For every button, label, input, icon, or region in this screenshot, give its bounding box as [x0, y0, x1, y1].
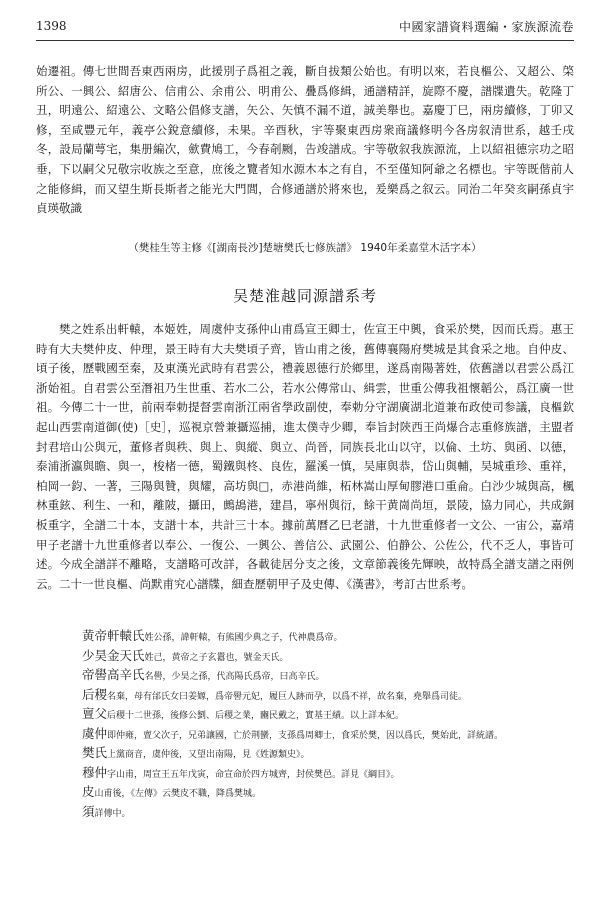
main-section [36, 320, 574, 594]
genealogy-entry [82, 762, 580, 782]
entry-name: 亶父 [82, 706, 108, 721]
entry-name: 虞仲 [82, 725, 108, 741]
entry-name: 穆仲 [82, 764, 108, 780]
entry-note: 名棄，母有邰氏女曰姜嫄，爲帝嚳元妃，履巨人跡而孕，以爲不祥，故名棄，堯舉爲司徒。 [107, 691, 468, 702]
entry-name: 皮 [82, 784, 95, 799]
entry-note: 詳傳中。 [94, 808, 131, 819]
main-paragraph: 樊之姓系出軒轅，本姬姓，周虞仲支孫仲山甫爲宣王卿士，佐宣王中興，食采於樊，因而氏焉。惠王時有大夫樊仲皮、仲理，景王時有大夫樊頃子齊，皆山甫之後，舊傳襄陽府樊城是其食采之地。自仲皮、頃子後，歷戰國至秦，及東漢光武時有君雲公，禮義恩德行於鄉里，遂爲南陽著姓，依舊譜以君雲公爲江浙始祖。自君雲公至潛祖乃生世重、若水二公，若水公傳常山、緝雲，世重公傳我祖懷韜公，爲江廣一世祖。今傳二十一世，前兩奉勅提督雲南浙江兩省學政副使，奉勅分守湖廣湖北道兼布政使司参議，良樞欽起山西雲南道御(使)［史］，巡視京營兼攝巡捕，進太僕寺少卿，奉旨封陝西王尚爆合志重修族譜，主盟者封君培山公與元，董修者與秩、與上、與縱、與立、尚晉，同族長北山以守，以倫、土坊、與函、以德，泰浦浙瀛與瞻、與一，梭楮一德，蜀鐵與柊、良佐，羅溪一慎，吴庫與恭，岱山與輔，吴城重珍、重祥，柏岡一鈞、一著，三陽與贊，與耀，高坊與□，赤港尚維，柘林嵩山厚甸膠港口重侖。白沙少城與高，楓林重鉉、利生、一和，離陂，攝田，鷓鴣港，建昌，寧州與衍，餘干黄崗尚垣，景陵，協力同心，共成銅板重字，全譜二十本，支譜十本，共計三十本。據前萬曆乙巳老譜，十九世重修者一文公、一宙公，嘉靖甲子老譜十九世重修者以奉公、一復公、一興公、善信公、武園公、伯静公、公佐公，代不乏人，事皆可述。今成全譜詳不離略，支譜略可改詳，各載徒居分支之後，文章節義後先輝映，故特爲全譜支譜之兩例云。二十一世良樞、尚默甫究心譜牒，細查歷朝甲子及史傳、《漢書》，考訂古世系考。 [36, 322, 574, 591]
entry-name: 黄帝軒轅氏 [82, 628, 145, 643]
entry-name: 帝嚳高辛氏 [82, 667, 145, 682]
entry-note: 姓公孫，諱軒轅，有熊國少典之子，代神農爲帝。 [144, 633, 343, 643]
genealogy-entry [82, 781, 580, 801]
genealogy-entry [82, 645, 580, 665]
source-citation: （樊桂生等主修《[湖南長沙]楚塘樊氏七修族譜》 1940年柔嘉堂木活字本） [128, 242, 482, 254]
entry-note: 山甫後，《左傳》云樊皮不職，降爲樊城。 [94, 789, 262, 799]
page-header [36, 16, 574, 41]
intro-section [36, 62, 574, 219]
entry-note: 后稷十二世孫，後修公劉、后稷之業，豳民戴之，實基王績。以上詳本紀。 [107, 711, 405, 721]
genealogy-entry [82, 684, 580, 704]
genealogy-entry [82, 801, 580, 821]
entry-note: 名嚳，少昊之孫，代高陽氏爲帝，曰高辛氏。 [144, 672, 325, 682]
genealogy-entry [82, 625, 580, 645]
genealogy-entry [82, 703, 580, 723]
page-number: 1398 [36, 19, 67, 33]
entry-name: 少昊金天氏 [82, 647, 145, 663]
genealogy-list [82, 625, 580, 820]
genealogy-entry [82, 742, 580, 762]
entry-note: 即仲雍，亶父次子，兄弟讓國，亡於荆蠻，支孫爲周卿士，食采於樊，因以爲氏，樊始此，詳統譜。 [107, 730, 504, 741]
genealogy-entry [82, 664, 580, 684]
genealogy-entry [82, 723, 580, 743]
entry-name: 須 [82, 803, 95, 819]
entry-note: 姓己，黄帝之子玄囂也，號金天氏。 [144, 652, 289, 663]
intro-paragraph: 始遷祖。傳七世間吾東西兩房，此援別子爲祖之義，斷自拔類公始也。有明以來，若良樞公、又超公、棨所公、一興公、紹唐公、信甫公、余甫公、明甫公、疊爲修緝，通譜精詳，旋際不慶，譜牒遺失。乾隆丁丑，明遠公、紹遠公、文略公倡修支譜，矢公、矢慎不漏不道，誠美舉也。嘉慶丁巳，兩房續修，丁卯又修，至咸豐元年，義亭公銳意續修，未果。辛酉秋，宇等聚東西房衆商議修明今各房叙清世系，越壬戌冬，設局蘭萼宅，集册編次，歛費鳩工，今春剞劂，告竣譜成。宇等敬叙我族源流，上以紹祖德宗功之昭垂，下以嗣父兄敬宗收族之至意，庶後之覽者知水源木本之有自，不至僅知阿爺之名標也。宇等既偕前人之能修緝，而又望生斯長斯者之能光大門閭，合修通譜於將來也，爰樂爲之叙云。同治二年癸亥嗣孫貞宇貞瑛敬識 [36, 64, 574, 216]
running-title: 中國家譜資料選編・家族源流卷 [398, 20, 574, 34]
entry-name: 樊氏 [82, 745, 108, 760]
entry-note: 字山甫，周宣王五年戊寅，命宣命於四方城齊，封侯樊邑。詳見《綱目》。 [107, 769, 400, 780]
entry-name: 后稷 [82, 686, 108, 702]
entry-note: 上黨商音，虞仲後，又望出南陽，見《姓源類史》。 [107, 750, 310, 760]
section-title: 吴楚淮越同源譜系考 [232, 287, 377, 305]
